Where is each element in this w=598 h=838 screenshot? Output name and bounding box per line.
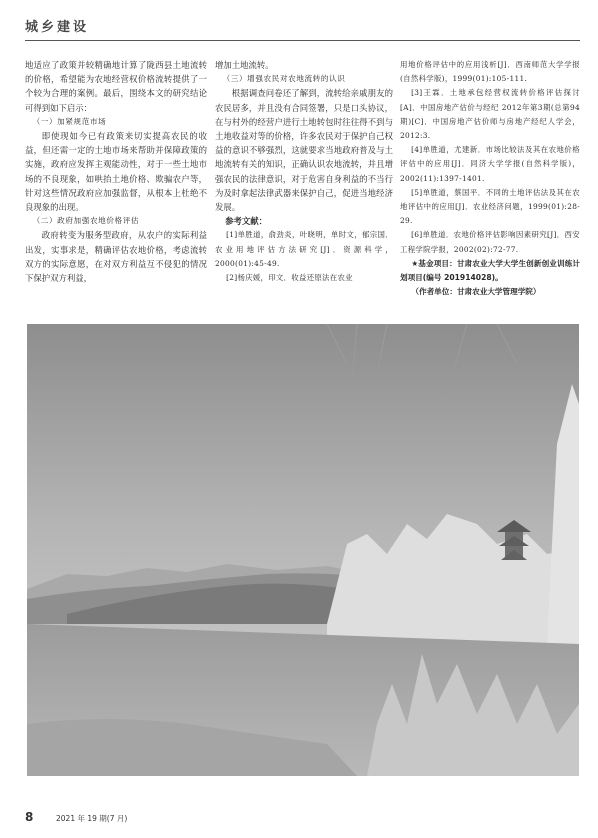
page-header xyxy=(25,14,580,41)
reference-item: [6]单胜道．农地价格评估影响因素研究[J]．西安工程学院学报，2002(02):72-77. xyxy=(400,230,580,254)
author-affiliation: （作者单位：甘肃农业大学管理学院） xyxy=(411,287,541,297)
page-number: 8 xyxy=(25,810,34,824)
section-title: 城乡建设 xyxy=(25,20,90,35)
text-column-2 xyxy=(215,58,393,285)
text-column-3 xyxy=(400,58,580,299)
reference-item: [2]杨庆媛，印文．收益还原法在农业 xyxy=(226,273,353,283)
references-title: 参考文献： xyxy=(225,216,267,227)
fund-note: ★基金项目：甘肃农业大学大学生创新创业训练计划项目(编号 201914028)。 xyxy=(400,258,580,283)
paragraph: 地适应了政策并较精确地计算了陇西县土地流转的价格，希望能为农地经营权价格流转提供了一个较为合理的案例。最后，围绕本文的研究结论可得到如下启示： xyxy=(25,60,207,113)
text-column-1 xyxy=(25,58,207,285)
subheading: （二）政府加强农地价格评估 xyxy=(32,216,140,226)
paragraph: 政府转变为服务型政府，从农户的实际利益出发，实事求是，精确评估农地价格，考虑流转双方的实际意愿，在对双方利益互不侵犯的情况下保护双方利益， xyxy=(25,230,207,284)
issue-info: 2021 年 19 期(7 月) xyxy=(56,814,128,823)
paragraph: 根据调查问卷还了解到，流转给亲戚朋友的农民居多，并且没有合同签署，只是口头协议，在与村外的经营户进行土地转包时往往得不到与土地收益对等的价格，许多农民对于保护自己权益的意识不够强烈，这就要求当地政府普及与土地流转有关的知识，正确认识农地流转，并且增强农民的法律意识，对于危害自身利益的不当行为及时拿起法律武器来保护自己，促进当地经济发展。 xyxy=(215,88,393,213)
landscape-photo xyxy=(27,324,579,776)
paragraph: 增加土地流转。 xyxy=(215,60,274,70)
subheading: （一）加紧规范市场 xyxy=(32,116,107,126)
paragraph: 即使现如今已有政策来切实提高农民的收益，但还需一定的土地市场来帮助并保障政策的实施，政府应发挥主观能动性，对于一些土地市场的不良现象，如哄抬土地价格、欺骗农户等，针对这些情况政府应加强监督，从根本上杜绝不良现象的出现。 xyxy=(25,131,207,213)
reference-item: 用地价格评估中的应用浅析[J]．西南师范大学学报(自然科学版)，1999(01):105-111. xyxy=(400,60,580,84)
subheading: （三）增强农民对农地流转的认识 xyxy=(222,74,346,84)
reference-item: [3]王霖．土地承包经营权流转价格评估探讨[A]．中国房地产估价与经纪 2012年第3期(总第94期)[C]．中国房地产估价师与房地产经纪人学会，2012:3. xyxy=(400,88,580,141)
reference-item: [1]单胜道，俞劲炎，叶晓明，单时文，郁宗国．农业用地评估方法研究[J]．资源科学，2000(01):45-49. xyxy=(215,230,393,268)
reference-item: [5]单胜道，蔡国平．不同的土地评估法及其在农地评估中的应用[J]．农业经济问题，1999(01):28-29. xyxy=(400,187,580,226)
reference-item: [4]单胜道，尤建新．市场比较法及其在农地价格评估中的应用[J]．同济大学学报(自然科学版)，2002(11):1397-1401. xyxy=(400,145,580,183)
